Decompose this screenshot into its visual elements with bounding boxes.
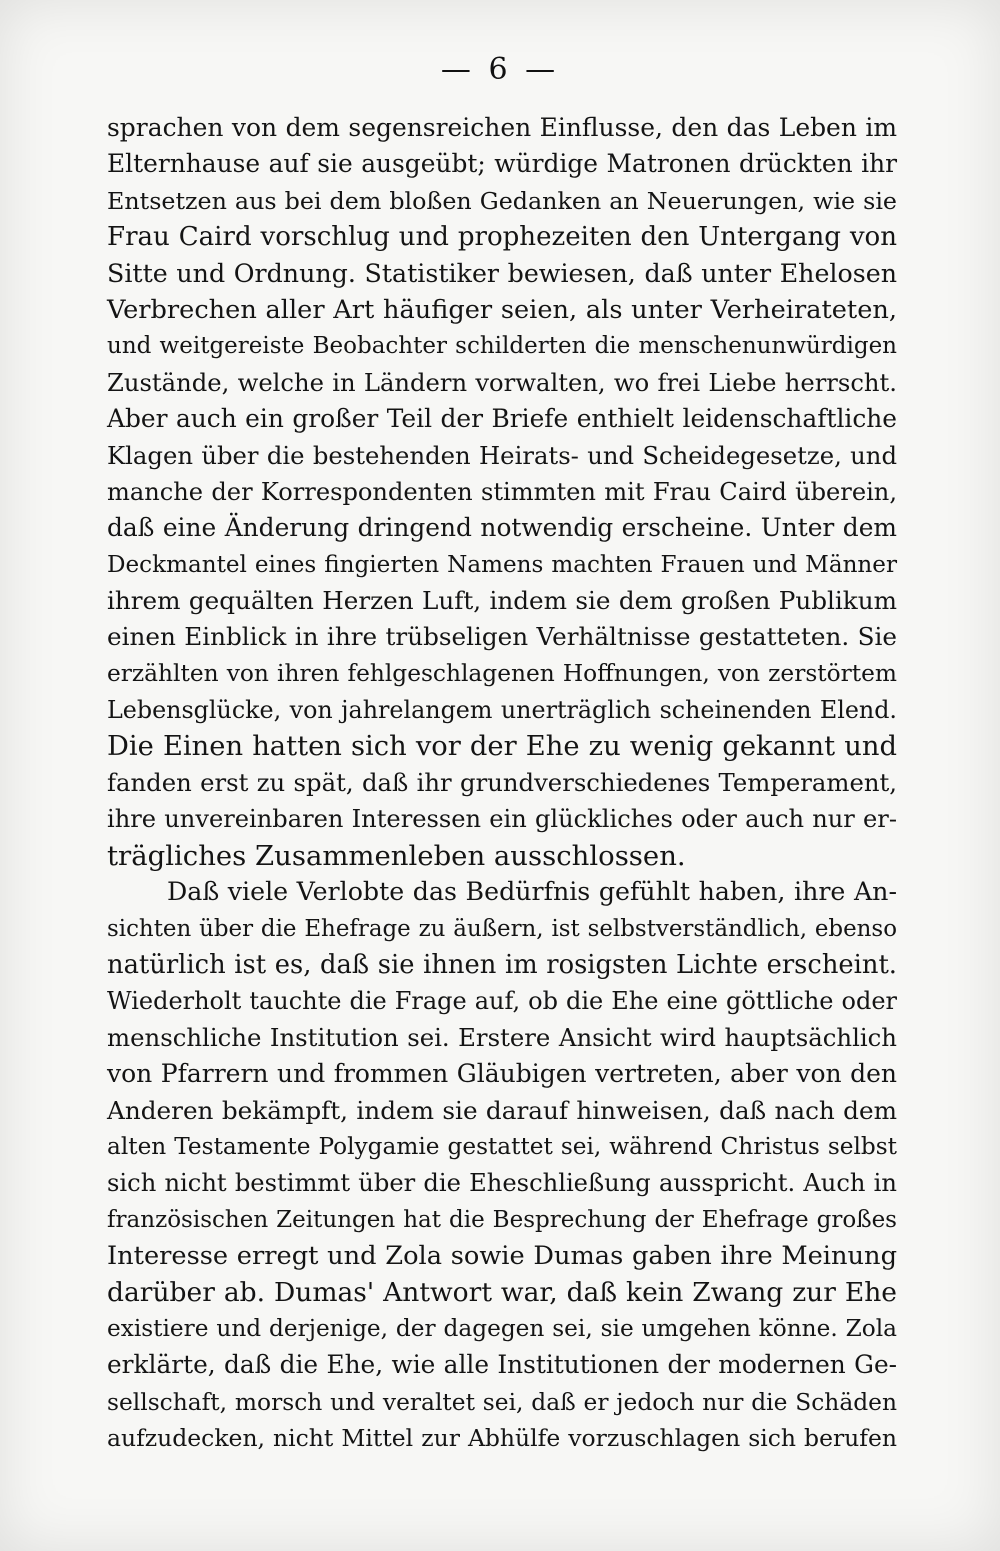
text-line: sich nicht bestimmt über die Eheschließung ausspricht. Auch in: [107, 1169, 897, 1198]
text-line: ihre unvereinbaren Interessen ein glückliches oder auch nur er-: [107, 805, 897, 834]
text-line: Verbrechen aller Art häufiger seien, als unter Verheirateten,: [107, 294, 897, 325]
paragraph-start-line: Daß viele Verlobte das Bedürfnis gefühlt haben, ihre An-: [167, 877, 897, 907]
text-line: Lebensglücke, von jahrelangem unerträglich scheinenden Elend.: [107, 696, 897, 725]
text-line: Anderen bekämpft, indem sie darauf hinweisen, daß nach dem: [107, 1095, 897, 1125]
text-line: sprachen von dem segensreichen Einflusse, den das Leben im: [107, 113, 897, 142]
text-line: existiere und derjenige, der dagegen sei, sie umgehen könne. Zola: [107, 1314, 897, 1342]
text-line: erzählten von ihren fehlgeschlagenen Hoffnungen, von zerstörtem: [107, 659, 897, 687]
page-number: — 6 —: [440, 52, 560, 87]
text-line: sellschaft, morsch und veraltet sei, daß er jedoch nur die Schäden: [107, 1387, 897, 1416]
text-line: ihrem gequälten Herzen Luft, indem sie dem großen Publikum: [107, 586, 897, 616]
text-line: Klagen über die bestehenden Heirats- und Scheidegesetze, und: [107, 440, 897, 470]
text-line: manche der Korrespondenten stimmten mit Frau Caird überein,: [107, 477, 897, 506]
text-line: menschliche Institution sei. Erstere Ansicht wird hauptsächlich: [107, 1022, 897, 1052]
body-text: [107, 110, 897, 1456]
text-line: fanden erst zu spät, daß ihr grundverschiedenes Temperament,: [107, 768, 897, 798]
text-line: Elternhause auf sie ausgeübt; würdige Matronen drückten ihr: [107, 149, 897, 179]
text-line: aufzudecken, nicht Mittel zur Abhülfe vorzuschlagen sich berufen: [107, 1424, 897, 1453]
text-line: und weitgereiste Beobachter schilderten die menschenunwürdigen: [107, 333, 897, 360]
paragraph-end-line: trägliches Zusammenleben ausschlossen.: [107, 839, 686, 872]
text-line: französischen Zeitungen hat die Besprechung der Ehefrage großes: [107, 1206, 897, 1233]
text-line: Deckmantel eines fingierten Namens machten Frauen und Männer: [107, 551, 897, 578]
text-line: natürlich ist es, daß sie ihnen im rosigsten Lichte erscheint.: [107, 949, 897, 980]
text-line: daß eine Änderung dringend notwendig erscheine. Unter dem: [107, 513, 897, 543]
text-line: Sitte und Ordnung. Statistiker bewiesen, daß unter Ehelosen: [107, 258, 897, 288]
text-line: Entsetzen aus bei dem bloßen Gedanken an Neuerungen, wie sie: [107, 186, 897, 215]
text-line: Frau Caird vorschlug und prophezeiten den Untergang von: [107, 222, 897, 253]
text-line: Wiederholt tauchte die Frage auf, ob die Ehe eine göttliche oder: [107, 987, 897, 1016]
text-line: sichten über die Ehefrage zu äußern, ist selbstverständlich, ebenso: [107, 915, 897, 942]
text-line: alten Testamente Polygamie gestattet sei, während Christus selbst: [107, 1132, 897, 1160]
text-line: Zustände, welche in Ländern vorwalten, wo frei Liebe herrscht.: [107, 367, 897, 397]
text-line: Interesse erregt und Zola sowie Dumas gaben ihre Meinung: [107, 1241, 897, 1272]
text-line: einen Einblick in ihre trübseligen Verhältnisse gestatteten. Sie: [107, 622, 897, 652]
text-line: Aber auch ein großer Teil der Briefe enthielt leidenschaftliche: [107, 404, 897, 434]
text-line: von Pfarrern und frommen Gläubigen vertreten, aber von den: [107, 1059, 897, 1089]
text-line: erklärte, daß die Ehe, wie alle Institutionen der modernen Ge-: [107, 1350, 897, 1380]
text-line: darüber ab. Dumas' Antwort war, daß kein Zwang zur Ehe: [107, 1276, 897, 1308]
text-line: Die Einen hatten sich vor der Ehe zu wenig gekannt und: [107, 730, 897, 762]
